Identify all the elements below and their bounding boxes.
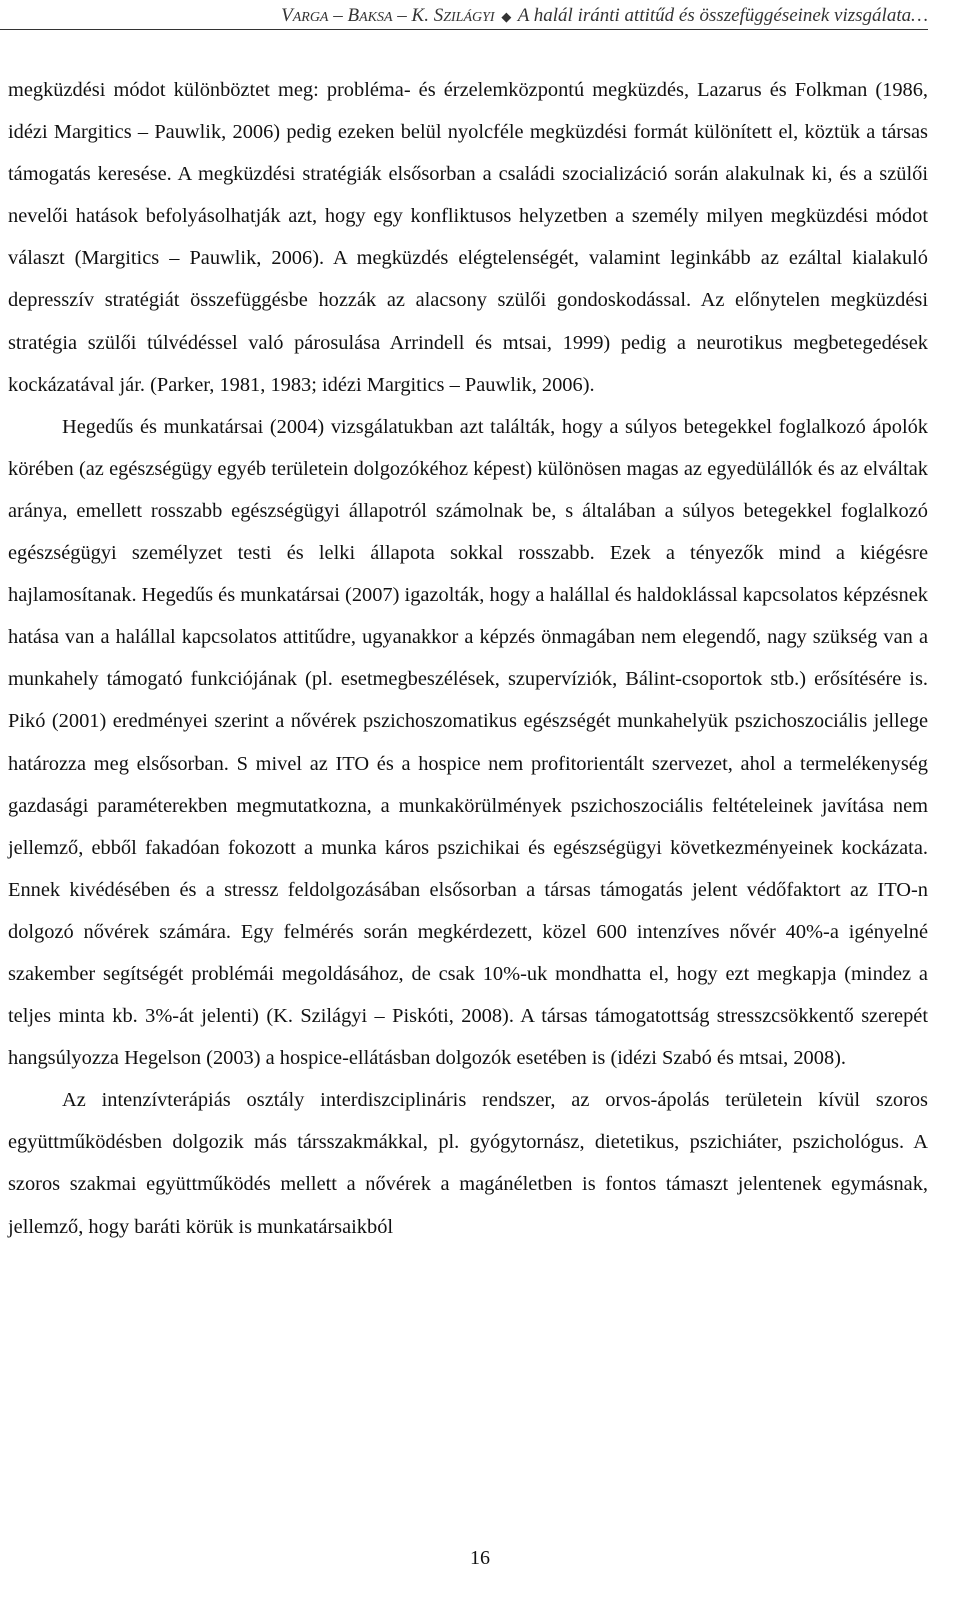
page-number: 16 (470, 1547, 490, 1569)
header-title: A halál iránti attitűd és összefüggéseinek vizsgálata… (513, 5, 928, 26)
running-header (0, 2, 928, 30)
diamond-separator-icon: ◆ (501, 9, 512, 24)
header-author-szilagyi: K. SZILÁGYI (411, 5, 495, 26)
paragraph-3: Az intenzívterápiás osztály interdiszciplináris rendszer, az orvos-ápolás területein kívül szoros együttműködésben dolgozik más társszakmákkal, pl. gyógytornász, dietetikus, pszichiáter, pszichológus. A szoros szakmai együttműködés mellett a nővérek a magánéletben is fontos támaszt jelentenek egymásnak, jellemző, hogy baráti körük is munkatársaikból (8, 1089, 928, 1238)
header-author-baksa: BAKSA (347, 5, 393, 26)
paragraph-1: megküzdési módot különböztet meg: probléma- és érzelemközpontú megküzdés, Lazarus és Folkman (1986, idézi Margitics – Pauwlik, 2006) pedig ezeken belül nyolcféle megküzdési formát különített el, köztük a társas támogatás keresése. A megküzdési stratégiák elsősorban a családi szocializáció során alakulnak ki, és a szülői nevelői hatások befolyásolhatják azt, hogy egy konfliktusos helyzetben a személy milyen megküzdési módot választ (Margitics – Pauwlik, 2006). A megküzdés elégtelenségét, valamint leginkább az ezáltal kialakuló depresszív stratégiát összefüggésbe hozzák az alacsony szülői gondoskodással. Az előnytelen megküzdési stratégia szülői túlvédéssel való párosulása Arrindell és mtsai, 1999) pedig a neurotikus megbetegedések kockázatával jár. (Parker, 1981, 1983; idézi Margitics – Pauwlik, 2006). (8, 79, 928, 396)
body-text (8, 69, 928, 1248)
header-dash: – (328, 5, 348, 26)
paragraph-2: Hegedűs és munkatársai (2004) vizsgálatukban azt találták, hogy a súlyos betegekkel foglalkozó ápolók körében (az egészségügy egyéb területein dolgozókéhoz képest) különösen magas az egyedülállók és az elváltak aránya, emellett rosszabb egészségügyi állapotról számolnak be, s általában a súlyos betegekkel foglalkozó egészségügyi személyzet testi és lelki állapota sokkal rosszabb. Ezek a tényezők mind a kiégésre hajlamosítanak. Hegedűs és munkatársai (2007) igazolták, hogy a halállal és haldoklással kapcsolatos képzésnek hatása van a halállal kapcsolatos attitűdre, ugyanakkor a képzés önmagában nem elegendő, nagy szükség van a munkahely támogató funkciójának (pl. esetmegbeszélések, szupervíziók, Bálint-csoportok stb.) erősítésére is. Pikó (2001) eredményei szerint a nővérek pszichoszomatikus egészségét munkahelyük pszichoszociális jellege határozza meg elsősorban. S mivel az ITO és a hospice nem profitorientált szervezet, ahol a termelékenység gazdasági paraméterekben megmutatkozna, a munkakörülmények pszichoszociális feltételeinek javítása nem jellemző, ebből fakadóan fokozott a munka káros pszichikai és egészségügyi következményeinek kockázata. Ennek kivédésében és a stressz feldolgozásában elsősorban a társas támogatás jelent védőfaktort az ITO-n dolgozó nővérek számára. Egy felmérés során megkérdezett, közel 600 intenzíves nővér 40%-a igényelné szakember segítségét problémái megoldásához, de csak 10%-uk mondhatta el, hogy ezt megkapja (mindez a teljes minta kb. 3%-át jelenti) (K. Szilágyi – Piskóti, 2008). A társas támogatottság stresszcsökkentő szerepét hangsúlyozza Hegelson (2003) a hospice-ellátásban dolgozók esetében is (idézi Szabó és mtsai, 2008). (8, 415, 928, 1070)
header-dash-2: – (392, 5, 412, 26)
header-author-varga: VARGA (281, 5, 329, 26)
